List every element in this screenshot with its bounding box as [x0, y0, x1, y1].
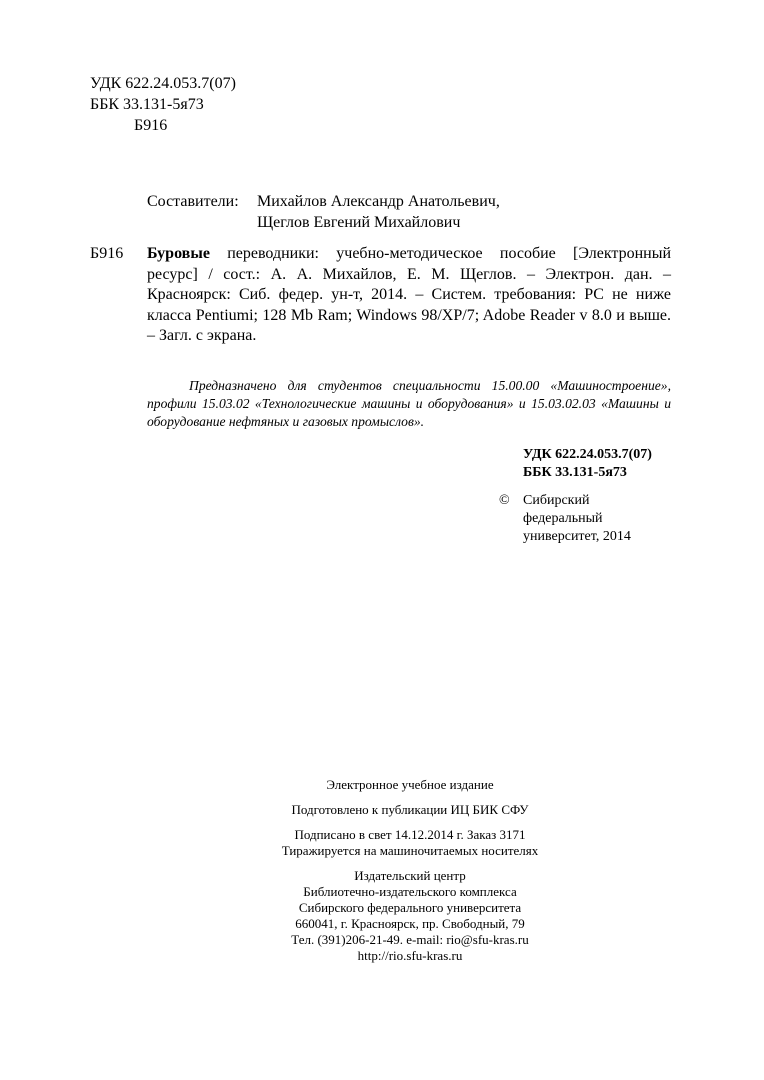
classification-bbk: ББК 33.131-5я73	[523, 465, 627, 480]
copyright-line-3: университет, 2014	[523, 529, 631, 544]
publisher-line: Библиотечно-издательского комплекса	[303, 884, 517, 899]
annotation-body: переводники: учебно-методическое пособие [Электронный ресурс] / сост.: А. А. Михайлов, Е. М. Щеглов. – Электрон. дан. – Красноярск: Сиб. федер. ун-т, 2014. – Систем. требования: PC не ниже класса Pentiumi; 128 Mb Ram; Windows 98/XP/7; Adobe Reader v 8.0 и выше. – Загл. с экрана.	[147, 245, 671, 344]
annotation-text	[147, 244, 671, 347]
colophon	[180, 777, 640, 973]
annotation-code: Б916	[90, 245, 124, 262]
colophon-prepared: Подготовлено к публикации ИЦ БИК СФУ	[291, 802, 529, 817]
publisher-line: Издательский центр	[354, 868, 466, 883]
compiler-name-1: Михайлов Александр Анатольевич,	[257, 193, 500, 210]
copyright-line-1: Сибирский	[523, 493, 590, 508]
copyright-symbol: ©	[499, 493, 510, 508]
publisher-contacts: Тел. (391)206-21-49. e-mail: rio@sfu-kras.ru	[291, 932, 529, 947]
compiler-name-2: Щеглов Евгений Михайлович	[257, 214, 461, 231]
compilers-label: Составители:	[147, 193, 239, 210]
colophon-signed: Подписано в свет 14.12.2014 г. Заказ 3171	[294, 827, 526, 842]
annotation-title: Буровые	[147, 245, 210, 262]
publisher-website: http://rio.sfu-kras.ru	[357, 948, 463, 963]
publisher-line: Сибирского федерального университета	[298, 900, 522, 915]
header-bbk: ББК 33.131-5я73	[90, 96, 204, 113]
header-udk: УДК 622.24.053.7(07)	[90, 75, 236, 92]
classification-udk: УДК 622.24.053.7(07)	[523, 447, 652, 462]
header-code: Б916	[134, 117, 168, 134]
publisher-address: 660041, г. Красноярск, пр. Свободный, 79	[295, 916, 525, 931]
colophon-replicated: Тиражируется на машиночитаемых носителях	[281, 843, 539, 858]
purpose-text: Предназначено для студентов специальности 15.00.00 «Машиностроение», профили 15.03.02 «Технологические машины и оборудования» и 15.03.02.03 «Машины и оборудование нефтяных и газовых промыслов».	[147, 378, 671, 429]
copyright-line-2: федеральный	[523, 511, 603, 526]
colophon-edition: Электронное учебное издание	[326, 777, 494, 792]
